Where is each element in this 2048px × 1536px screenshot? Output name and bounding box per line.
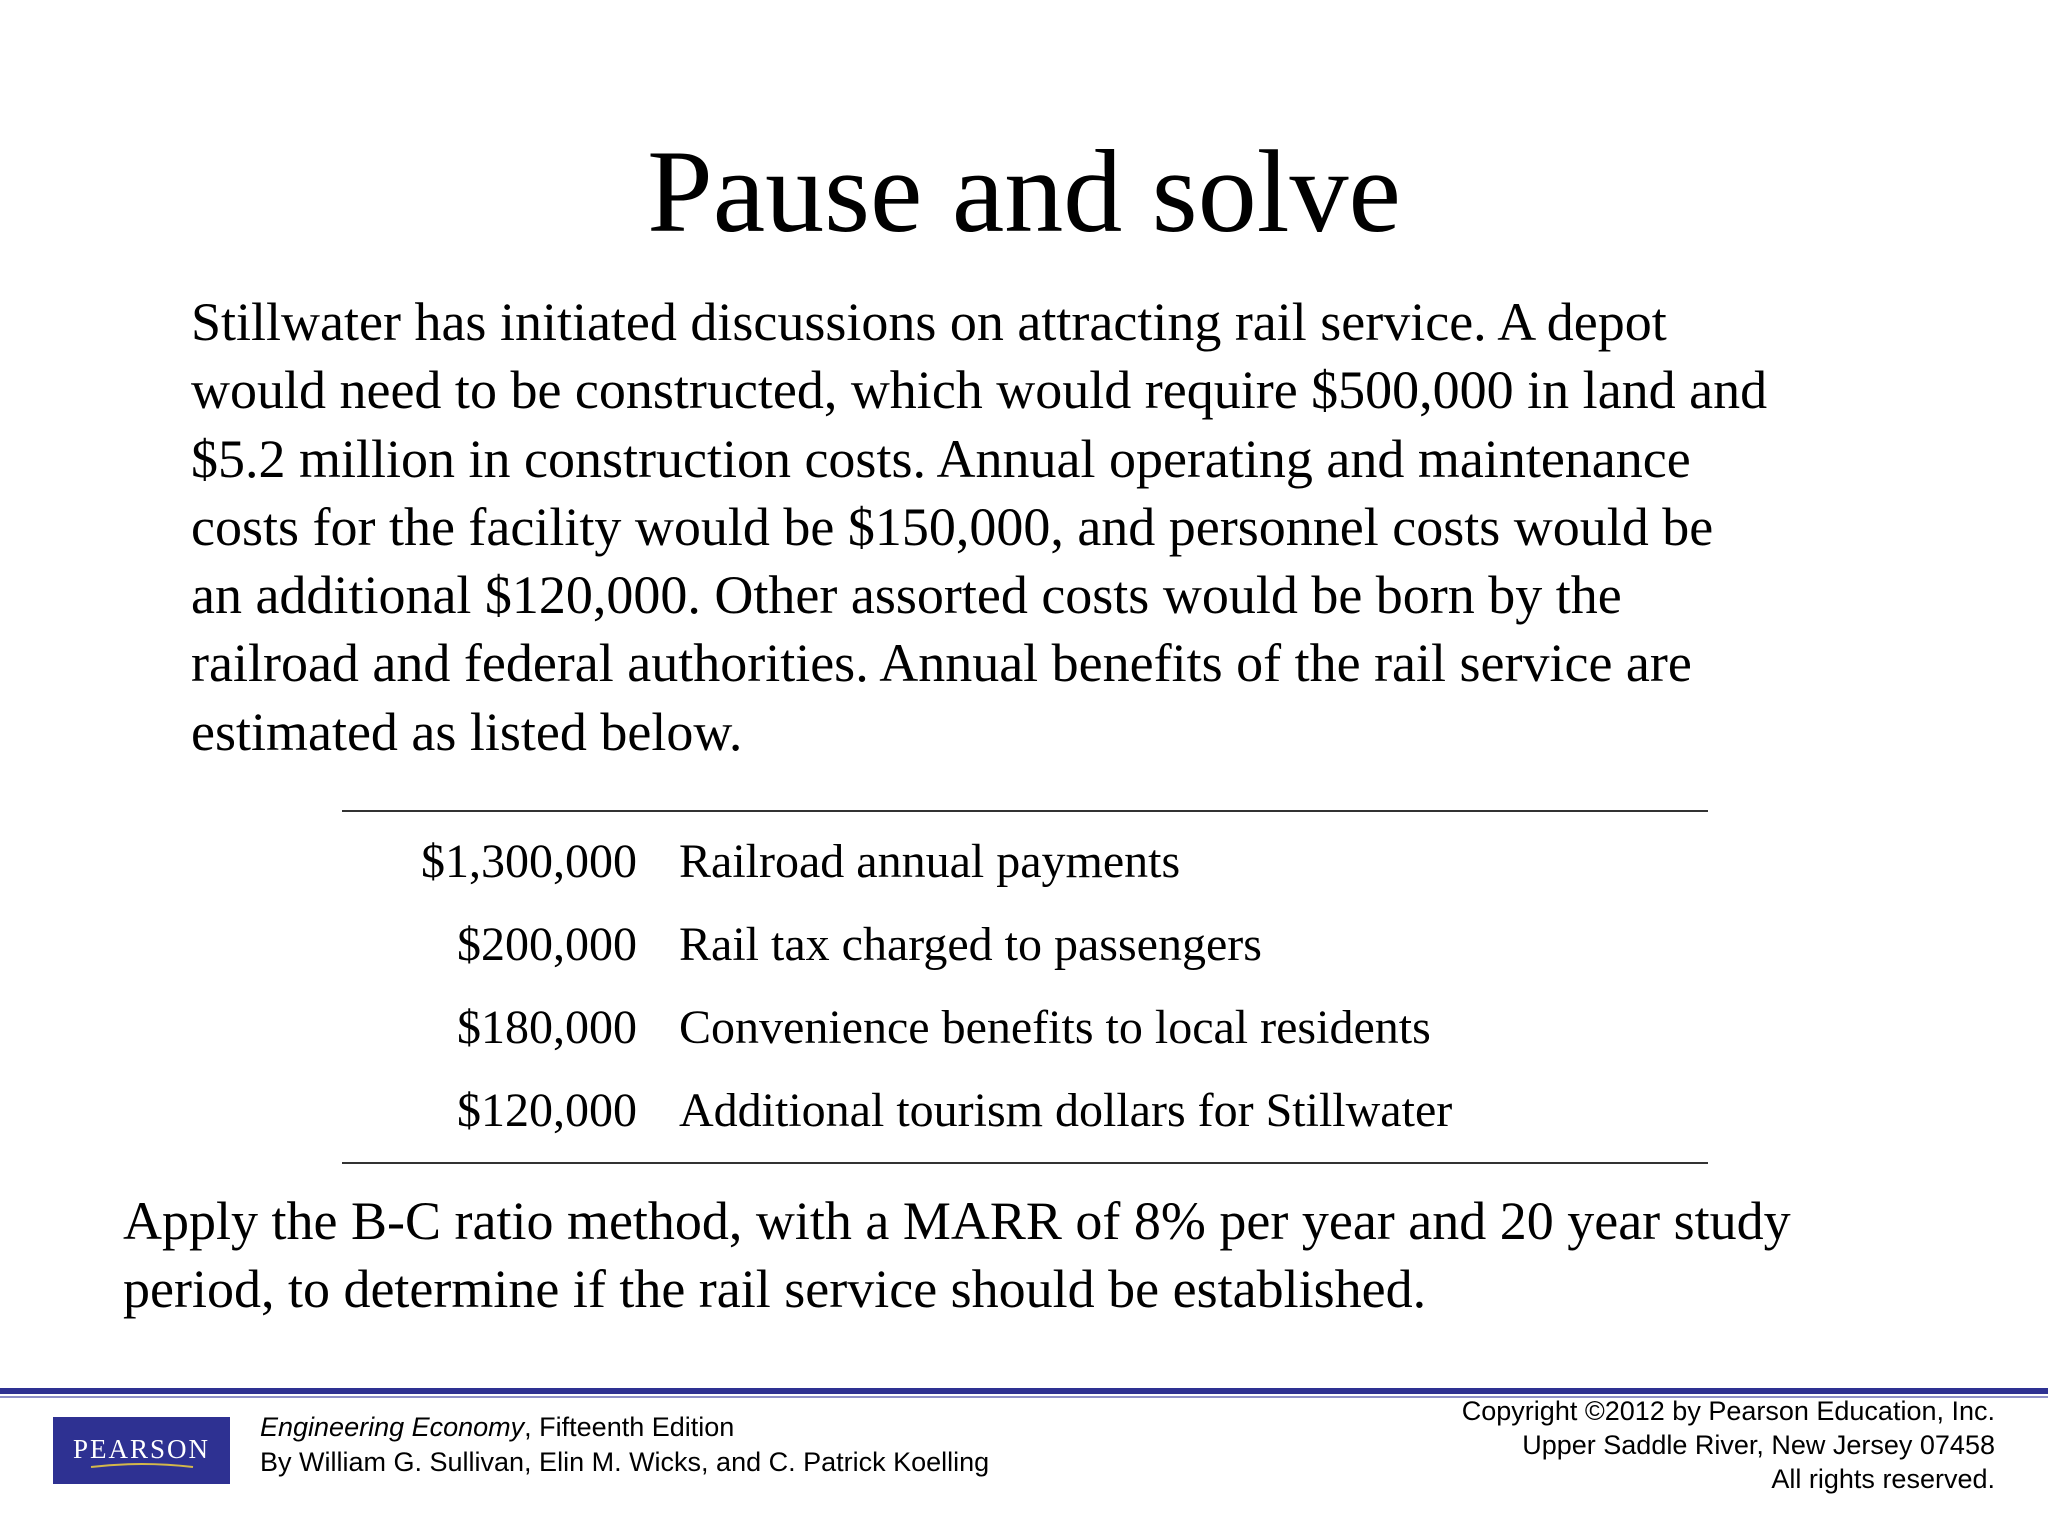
benefit-description: Railroad annual payments (679, 835, 1181, 888)
copyright-line: Copyright ©2012 by Pearson Education, Inc. (1461, 1396, 1995, 1426)
benefit-amount: $120,000 (457, 1084, 637, 1137)
intro-line: estimated as listed below. (191, 701, 743, 762)
table-row (342, 820, 1708, 903)
book-authors: By William G. Sullivan, Elin M. Wicks, and C. Patrick Koelling (260, 1447, 990, 1477)
question-text (123, 1187, 1983, 1324)
question-line: period, to determine if the rail service should be established. (123, 1259, 1427, 1320)
intro-line: railroad and federal authorities. Annual benefits of the rail service are (191, 633, 1692, 694)
benefit-description: Rail tax charged to passengers (679, 918, 1262, 971)
intro-line: $5.2 million in construction costs. Annual operating and maintenance (191, 428, 1691, 489)
question-line: Apply the B-C ratio method, with a MARR of 8% per year and 20 year study (123, 1191, 1791, 1251)
benefit-description: Additional tourism dollars for Stillwater (679, 1084, 1453, 1137)
table-row (342, 1069, 1708, 1152)
intro-line: would need to be constructed, which would require $500,000 in land and (191, 360, 1768, 421)
slide-title: Pause and solve (647, 126, 1401, 257)
intro-line: an additional $120,000. Other assorted costs would be born by the (191, 565, 1622, 626)
table-row (342, 903, 1708, 986)
table-row (342, 986, 1708, 1069)
book-citation (260, 1410, 989, 1480)
copyright-line: All rights reserved. (1771, 1464, 1995, 1494)
pearson-logo (53, 1417, 230, 1484)
benefit-amount: $1,300,000 (421, 835, 637, 888)
logo-text: PEARSON (72, 1434, 211, 1464)
intro-line: Stillwater has initiated discussions on attracting rail service. A depot (191, 292, 1667, 352)
book-title-line (260, 1410, 989, 1445)
benefit-amount: $200,000 (457, 918, 637, 971)
benefit-amount: $180,000 (457, 1001, 637, 1054)
intro-line: costs for the facility would be $150,000, and personnel costs would be (191, 496, 1714, 557)
book-edition: , Fifteenth Edition (524, 1412, 735, 1442)
problem-statement (191, 288, 1911, 766)
benefit-description: Convenience benefits to local residents (679, 1001, 1431, 1054)
benefits-table (342, 810, 1708, 1164)
pearson-logo-graphic (53, 1417, 230, 1484)
copyright-line: Upper Saddle River, New Jersey 07458 (1522, 1430, 1995, 1460)
book-title: Engineering Economy (260, 1412, 525, 1442)
copyright-notice (1462, 1394, 1995, 1496)
